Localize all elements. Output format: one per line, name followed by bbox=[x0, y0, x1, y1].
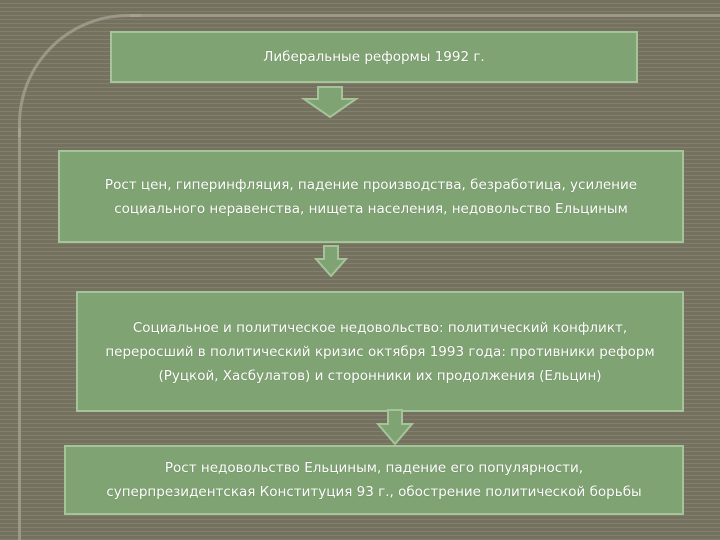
box-political-crisis bbox=[76, 291, 684, 412]
decorative-frame-top bbox=[130, 14, 720, 17]
box-economic-consequences bbox=[58, 150, 684, 243]
box-outcome-text: Рост недовольство Ельциным, падение его популярности, суперпрезидентская Конституция 93 г., обострение политической борьбы bbox=[106, 460, 642, 500]
box-political-crisis-text: Социальное и политическое недовольство: политический конфликт, переросший в политический кризис октября 1993 года: противники реформ (Руцкой, Хасбулатов) и сторонники их продолжения (Ельцин) bbox=[105, 319, 655, 384]
down-arrow-icon bbox=[314, 245, 348, 277]
down-arrow-icon bbox=[300, 86, 360, 118]
down-arrow-icon bbox=[376, 409, 414, 445]
box-liberal-reforms bbox=[110, 31, 638, 83]
box-liberal-reforms-text: Либеральные реформы 1992 г. bbox=[263, 49, 485, 65]
box-economic-consequences-text: Рост цен, гиперинфляция, падение производства, безработица, усиление социального неравенства, нищета населения, недовольство Ельциным bbox=[104, 176, 638, 217]
decorative-frame-left bbox=[18, 128, 21, 540]
box-outcome bbox=[64, 445, 684, 515]
